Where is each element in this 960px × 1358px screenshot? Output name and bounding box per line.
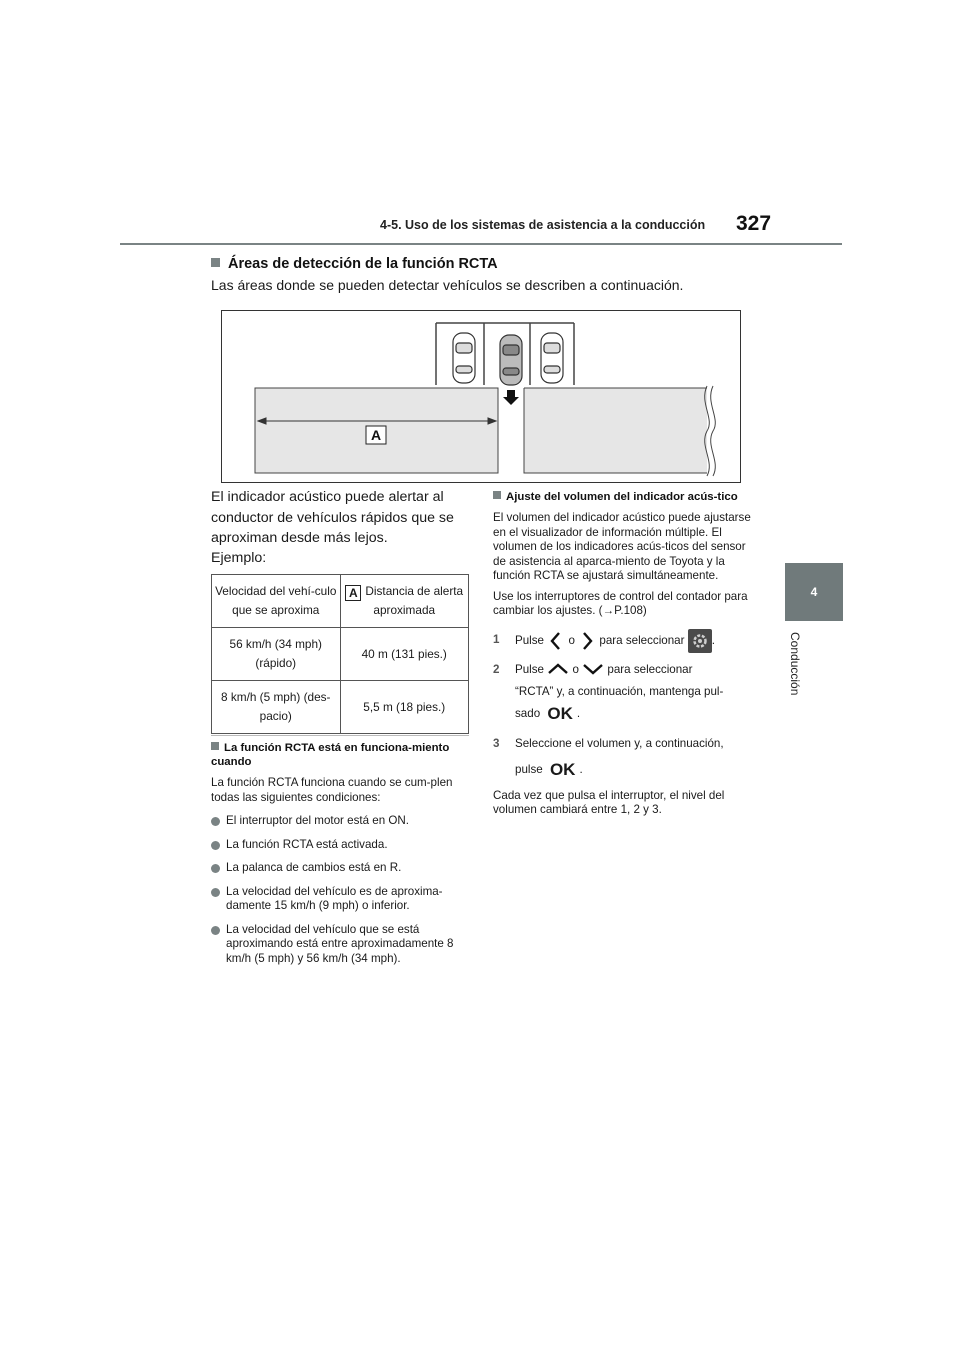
volume-paragraph-1: El volumen del indicador acústico puede ajustarse en el visualizador de información múltiple. El volumen de los indicadores acús-ticos del sensor de asistencia al aparca-miento de Toyota y la función RCTA se ajustará simultáneamente. <box>493 511 751 582</box>
square-bullet-icon <box>211 258 220 267</box>
round-bullet-icon <box>211 888 220 897</box>
alert-distance-table <box>211 574 469 734</box>
section-heading <box>211 256 498 272</box>
detection-area-right <box>524 388 707 473</box>
parked-car-right-icon <box>541 333 563 383</box>
ok-button-icon: OK <box>547 703 573 723</box>
lead-paragraph: El indicador acústico puede alertar al conductor de vehículos rápidos que se aproximan desde más lejos. <box>211 489 454 546</box>
chapter-label-text: Conducción <box>788 632 802 696</box>
closing-paragraph: Cada vez que pulsa el interruptor, el nivel del volumen cambiará entre 1, 2 y 3. <box>493 788 725 817</box>
chapter-tab <box>785 563 843 621</box>
chevron-up-icon <box>547 662 569 676</box>
chevron-left-icon <box>547 631 565 651</box>
conditions-subheading-text: La función RCTA está en funciona-miento cuando <box>211 742 450 768</box>
step-number: 1 <box>493 632 500 646</box>
step-text: . <box>579 762 583 776</box>
parking-diagram <box>222 311 740 482</box>
operation-conditions-block <box>211 741 469 966</box>
round-bullet-icon <box>211 841 220 850</box>
step-text: Pulse <box>515 633 545 647</box>
chapter-label <box>780 632 810 712</box>
step-text: Seleccione el volumen y, a continuación, <box>515 736 724 750</box>
list-item-text: El interruptor del motor está en ON. <box>226 814 410 827</box>
list-item-text: La velocidad del vehículo es de aproxima-damente 15 km/h (9 mph) o inferior. <box>226 884 443 912</box>
step-text: . <box>576 706 581 720</box>
section-intro: Las áreas donde se pueden detectar vehículos se describen a continuación. <box>211 277 684 293</box>
table-header-distance-text: Distancia de alerta aproximada <box>365 584 464 617</box>
list-item <box>211 814 469 829</box>
detection-area-figure <box>221 310 741 483</box>
page-number: 327 <box>736 212 772 235</box>
step-text: . <box>711 633 715 647</box>
reversing-car-icon <box>500 335 522 385</box>
chapter-number: 4 <box>810 585 818 599</box>
step-number: 2 <box>493 662 500 676</box>
list-item <box>211 923 469 967</box>
conditions-subheading <box>211 741 469 769</box>
step-3 <box>493 731 753 783</box>
square-bullet-icon <box>211 742 219 750</box>
list-item <box>211 885 469 914</box>
step-text: o <box>568 633 575 647</box>
parked-car-left-icon <box>453 333 475 383</box>
step-text: para seleccionar <box>607 662 693 676</box>
table-cell-speed: 56 km/h (34 mph) (rápido) <box>212 628 341 681</box>
conditions-intro: La función RCTA funciona cuando se cum-plen todas las siguientes condiciones: <box>211 776 453 804</box>
list-item-text: La palanca de cambios está en R. <box>226 861 402 874</box>
step-text: Pulse <box>515 662 545 676</box>
volume-paragraph-2: Use los interruptores de control del contador para cambiar los ajustes. (→P.108) <box>493 589 748 617</box>
list-item <box>211 838 469 853</box>
reverse-direction-arrow-icon <box>503 390 519 405</box>
round-bullet-icon <box>211 817 220 826</box>
round-bullet-icon <box>211 926 220 935</box>
step-1 <box>493 629 753 653</box>
step-2 <box>493 659 753 725</box>
volume-adjust-block <box>493 490 753 818</box>
break-line-outer <box>711 386 716 476</box>
label-a-badge: A <box>345 585 361 601</box>
section-heading-text: Áreas de detección de la función RCTA <box>228 256 498 272</box>
list-item <box>211 861 469 876</box>
list-item-text: La velocidad del vehículo que se está aproximando está entre aproximadamente 8 km/h (5 mph) y 56 km/h (34 mph). <box>226 922 454 965</box>
volume-subheading <box>493 490 753 504</box>
example-label: Ejemplo: <box>211 550 267 566</box>
chevron-down-icon <box>582 662 604 676</box>
table-cell-distance: 40 m (131 pies.) <box>340 628 469 681</box>
chevron-right-icon <box>578 631 596 651</box>
list-item-text: La función RCTA está activada. <box>226 837 388 851</box>
step-text: “RCTA” y, a continuación, mantenga pul- <box>515 684 724 698</box>
figure-label-a: A <box>370 427 382 443</box>
settings-gear-icon <box>688 629 712 653</box>
step-text: o <box>572 662 579 676</box>
round-bullet-icon <box>211 864 220 873</box>
volume-subheading-text: Ajuste del volumen del indicador acús-tico <box>506 491 738 503</box>
table-cell-speed: 8 km/h (5 mph) (des-pacio) <box>212 681 341 734</box>
table-cell-distance: 5,5 m (18 pies.) <box>340 681 469 734</box>
ok-button-icon: OK <box>549 759 576 779</box>
left-divider <box>211 735 469 736</box>
square-bullet-icon <box>493 491 501 499</box>
step-text: sado <box>515 706 541 720</box>
table-row <box>212 628 469 681</box>
step-text: pulse <box>515 762 543 776</box>
table-header-speed: Velocidad del vehí-culo que se aproxima <box>212 575 341 628</box>
table-row <box>212 681 469 734</box>
step-number: 3 <box>493 736 500 750</box>
header-divider <box>120 243 842 245</box>
table-header-distance <box>340 575 469 628</box>
step-text: para seleccionar <box>599 633 685 647</box>
table-header-row <box>212 575 469 628</box>
section-header-title: 4-5. Uso de los sistemas de asistencia a la conducción <box>380 218 706 232</box>
